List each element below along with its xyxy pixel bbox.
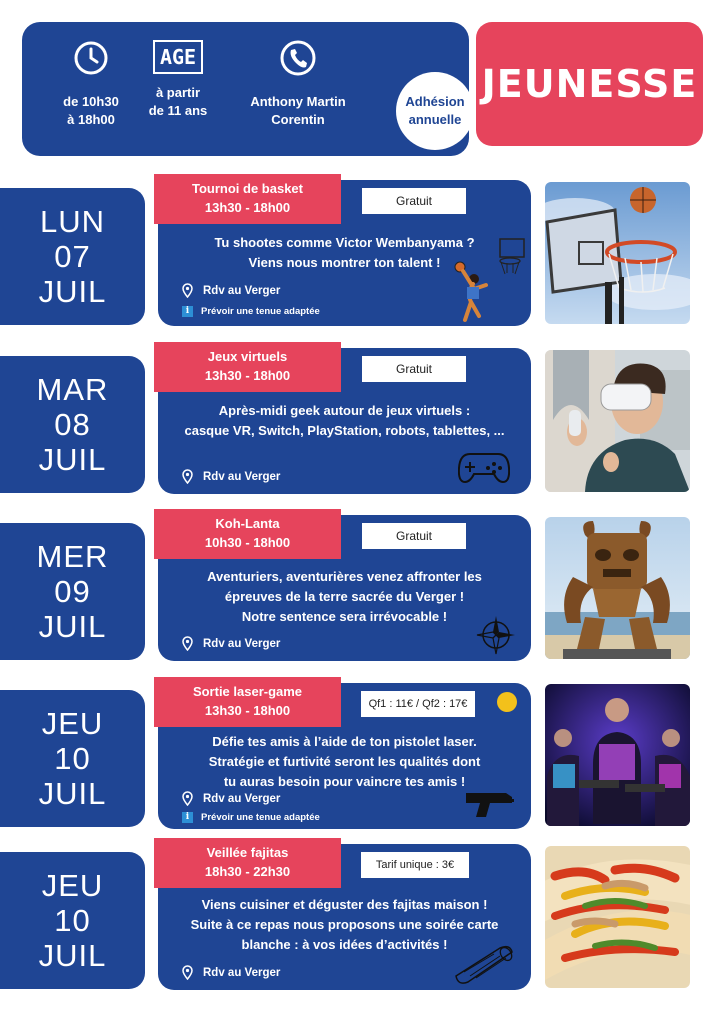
day-box-jeu-2 bbox=[0, 852, 145, 989]
meeting-point-text: Rdv au Verger bbox=[203, 792, 281, 805]
meeting-point bbox=[182, 965, 280, 980]
day-date: 07 bbox=[54, 239, 91, 274]
meeting-point-text: Rdv au Verger bbox=[203, 470, 281, 483]
location-pin-icon bbox=[182, 791, 193, 806]
hours-text: de 10h30 à 18h00 bbox=[63, 94, 119, 127]
fajitas-photo bbox=[545, 846, 690, 988]
event-card-fajitas bbox=[158, 844, 531, 990]
info-note bbox=[182, 812, 320, 823]
day-name: JEU bbox=[41, 868, 104, 903]
meeting-point bbox=[182, 283, 280, 298]
meeting-point-text: Rdv au Verger bbox=[203, 284, 281, 297]
event-title-tab bbox=[154, 174, 341, 224]
day-box-jeu-1 bbox=[0, 690, 145, 827]
price-tag: Qf1 : 11€ / Qf2 : 17€ bbox=[361, 691, 475, 717]
event-time: 13h30 - 18h00 bbox=[204, 368, 291, 383]
price-tag: Gratuit bbox=[362, 523, 466, 549]
event-time: 13h30 - 18h00 bbox=[204, 703, 291, 718]
event-description: Viens cuisiner et déguster des fajitas maison ! Suite à ce repas nous proposons une soirée carte blanche : à vos idées d’activités ! bbox=[190, 897, 499, 952]
clock-icon bbox=[73, 40, 109, 76]
meeting-point bbox=[182, 469, 280, 484]
event-title: Sortie laser-game bbox=[192, 684, 303, 699]
meeting-point-text: Rdv au Verger bbox=[203, 637, 281, 650]
age-badge-icon: AGE bbox=[153, 40, 203, 74]
location-pin-icon bbox=[182, 965, 193, 980]
info-header bbox=[22, 22, 469, 156]
day-date: 09 bbox=[54, 574, 91, 609]
info-icon: i bbox=[182, 306, 193, 317]
meeting-point-text: Rdv au Verger bbox=[203, 966, 281, 979]
event-time: 13h30 - 18h00 bbox=[204, 200, 291, 215]
contact-text: Anthony Martin Corentin bbox=[250, 94, 346, 127]
day-month: JUIL bbox=[38, 274, 107, 309]
day-date: 08 bbox=[54, 407, 91, 442]
day-date: 10 bbox=[54, 903, 91, 938]
event-title-tab bbox=[154, 342, 341, 392]
event-card-koh-lanta bbox=[158, 515, 531, 661]
day-month: JUIL bbox=[38, 776, 107, 811]
day-date: 10 bbox=[54, 741, 91, 776]
event-title: Tournoi de basket bbox=[192, 181, 303, 196]
day-name: MAR bbox=[36, 372, 109, 407]
info-icon: i bbox=[182, 812, 193, 823]
location-pin-icon bbox=[182, 636, 193, 651]
event-card-vr bbox=[158, 348, 531, 494]
event-title: Veillée fajitas bbox=[206, 845, 289, 860]
age-text: à partir de 11 ans bbox=[148, 85, 208, 118]
day-box-mer bbox=[0, 523, 145, 660]
event-title: Jeux virtuels bbox=[207, 349, 288, 364]
gamepad-icon bbox=[458, 446, 510, 486]
burrito-icon bbox=[450, 942, 516, 984]
event-title: Koh-Lanta bbox=[215, 516, 280, 531]
location-pin-icon bbox=[182, 469, 193, 484]
event-time: 18h30 - 22h30 bbox=[204, 864, 291, 879]
event-title-tab bbox=[154, 677, 341, 727]
day-month: JUIL bbox=[38, 442, 107, 477]
age-block bbox=[132, 40, 224, 120]
day-month: JUIL bbox=[38, 609, 107, 644]
meeting-point bbox=[182, 791, 280, 806]
event-card-basket bbox=[158, 180, 531, 326]
compass-icon bbox=[474, 613, 518, 657]
laser-game-photo bbox=[545, 684, 690, 826]
day-box-mar bbox=[0, 356, 145, 493]
basketball-player-icon bbox=[452, 235, 530, 325]
location-pin-icon bbox=[182, 283, 193, 298]
info-note-text: Prévoir une tenue adaptée bbox=[201, 306, 320, 317]
price-tag: Tarif unique : 3€ bbox=[361, 852, 469, 878]
event-card-laser-game bbox=[158, 683, 531, 829]
price-tag: Gratuit bbox=[362, 188, 466, 214]
adhesion-badge: Adhésion annuelle bbox=[396, 72, 474, 150]
info-note bbox=[182, 306, 320, 317]
event-description: Aventuriers, aventurières venez affronter les épreuves de la terre sacrée du Verger ! Notre sentence sera irrévocable ! bbox=[207, 569, 482, 624]
totem-photo bbox=[545, 517, 690, 659]
event-title-tab bbox=[154, 838, 341, 888]
event-description: Après-midi geek autour de jeux virtuels : casque VR, Switch, PlayStation, robots, tablettes, ... bbox=[184, 403, 505, 438]
day-box-lun bbox=[0, 188, 145, 325]
day-month: JUIL bbox=[38, 938, 107, 973]
event-description: Tu shootes comme Victor Wembanyama ? Viens nous montrer ton talent ! bbox=[214, 235, 475, 270]
event-description: Défie tes amis à l’aide de ton pistolet laser. Stratégie et furtivité seront les qualités dont tu auras besoin pour vaincre tes amis ! bbox=[208, 734, 481, 789]
event-title-tab bbox=[154, 509, 341, 559]
page-title: JEUNESSE bbox=[476, 22, 703, 146]
info-note-text: Prévoir une tenue adaptée bbox=[201, 812, 320, 823]
day-name: LUN bbox=[39, 204, 105, 239]
basketball-hoop-photo bbox=[545, 182, 690, 324]
meeting-point bbox=[182, 636, 280, 651]
phone-icon bbox=[278, 40, 318, 76]
day-name: MER bbox=[36, 539, 109, 574]
vr-headset-photo bbox=[545, 350, 690, 492]
event-time: 10h30 - 18h00 bbox=[204, 535, 291, 550]
coin-icon bbox=[497, 692, 517, 712]
contact-block bbox=[235, 40, 361, 129]
laser-gun-icon bbox=[464, 789, 516, 819]
day-name: JEU bbox=[41, 706, 104, 741]
price-tag: Gratuit bbox=[362, 356, 466, 382]
